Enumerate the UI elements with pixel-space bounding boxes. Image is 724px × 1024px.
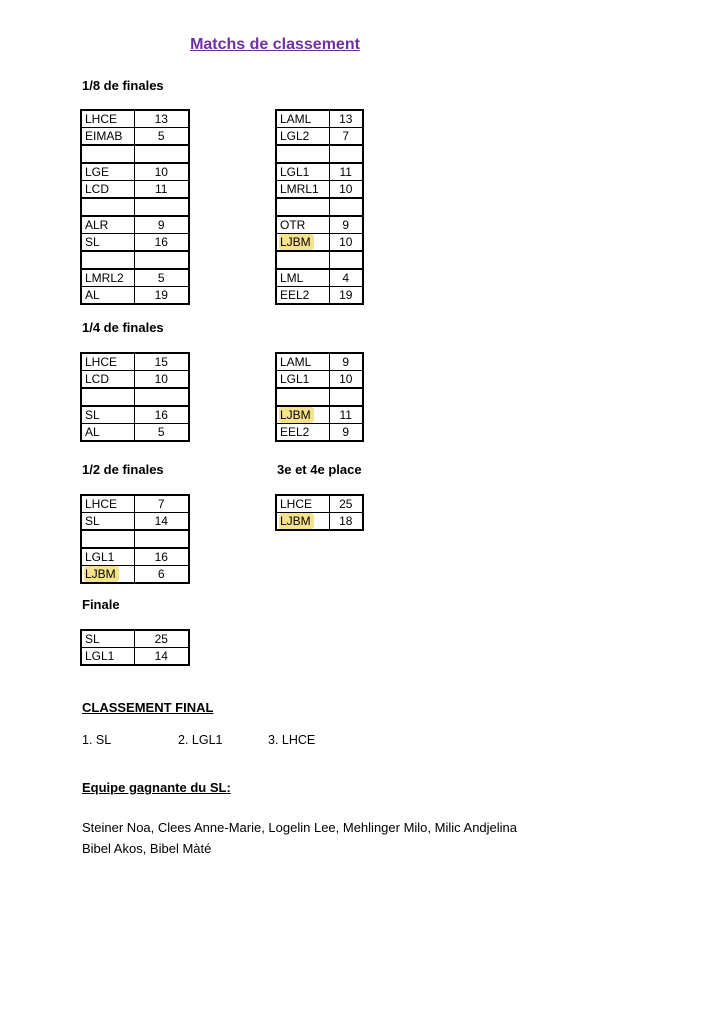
- score-cell: [134, 145, 189, 163]
- score-cell: 9: [134, 216, 189, 234]
- team-cell: LAML: [276, 110, 329, 128]
- team-cell: LHCE: [81, 495, 134, 513]
- team-cell: SL: [81, 234, 134, 252]
- heading-eighth-finals: 1/8 de finales: [82, 78, 164, 93]
- score-cell: 18: [329, 513, 363, 531]
- team-cell: [81, 251, 134, 269]
- score-cell: 25: [329, 495, 363, 513]
- team-cell: [276, 513, 329, 531]
- winning-team-players: [82, 817, 517, 859]
- score-cell: [329, 198, 363, 216]
- team-cell: LGL1: [81, 648, 134, 666]
- highlighted-team: LJBM: [84, 566, 119, 582]
- team-cell: SL: [81, 630, 134, 648]
- team-cell: LMRL1: [276, 181, 329, 199]
- match-row: [276, 110, 363, 128]
- highlighted-team: LJBM: [279, 234, 314, 250]
- separator-row: [276, 198, 363, 216]
- match-row: [276, 371, 363, 389]
- score-cell: 5: [134, 269, 189, 287]
- team-cell: LCD: [81, 371, 134, 389]
- table-quarter-finals-right: [275, 352, 364, 442]
- separator-row: [276, 251, 363, 269]
- separator-row: [276, 388, 363, 406]
- table-eighth-finals-left: [80, 109, 190, 305]
- team-cell: [81, 145, 134, 163]
- separator-row: [81, 530, 189, 548]
- match-row: [81, 234, 189, 252]
- team-cell: AL: [81, 424, 134, 442]
- score-cell: [329, 388, 363, 406]
- team-cell: [276, 198, 329, 216]
- match-row: [81, 548, 189, 566]
- match-row: [81, 495, 189, 513]
- match-row: [276, 128, 363, 146]
- score-cell: 16: [134, 548, 189, 566]
- match-row: [276, 181, 363, 199]
- score-cell: 19: [134, 287, 189, 305]
- match-row: [81, 371, 189, 389]
- heading-quarter-finals: 1/4 de finales: [82, 320, 164, 335]
- match-row: [81, 648, 189, 666]
- score-cell: 11: [329, 406, 363, 424]
- heading-semi-finals: 1/2 de finales: [82, 462, 164, 477]
- players-line-1: Steiner Noa, Clees Anne-Marie, Logelin Lee, Mehlinger Milo, Milic Andjelina: [82, 820, 518, 835]
- score-cell: 7: [329, 128, 363, 146]
- table-semi-finals: [80, 494, 190, 584]
- team-cell: LGE: [81, 163, 134, 181]
- match-row: [276, 234, 363, 252]
- heading-third-place: 3e et 4e place: [277, 462, 362, 477]
- score-cell: 9: [329, 353, 363, 371]
- players-line-2: Bibel Akos, Bibel Màté: [82, 841, 212, 856]
- score-cell: [329, 145, 363, 163]
- team-cell: LHCE: [276, 495, 329, 513]
- table-eighth-finals-right: [275, 109, 364, 305]
- score-cell: 14: [134, 513, 189, 531]
- page-title: Matchs de classement: [190, 36, 360, 53]
- score-cell: 14: [134, 648, 189, 666]
- highlighted-team: LJBM: [279, 407, 314, 423]
- match-row: [276, 424, 363, 442]
- match-row: [81, 406, 189, 424]
- score-cell: 10: [329, 371, 363, 389]
- match-row: [81, 163, 189, 181]
- score-cell: 6: [134, 566, 189, 584]
- score-cell: 9: [329, 424, 363, 442]
- separator-row: [81, 388, 189, 406]
- team-cell: [276, 406, 329, 424]
- match-row: [81, 216, 189, 234]
- match-row: [276, 216, 363, 234]
- team-cell: [81, 388, 134, 406]
- score-cell: [134, 530, 189, 548]
- score-cell: [329, 251, 363, 269]
- match-row: [276, 163, 363, 181]
- score-cell: 10: [329, 181, 363, 199]
- team-cell: [276, 234, 329, 252]
- match-row: [276, 513, 363, 531]
- score-cell: 13: [134, 110, 189, 128]
- separator-row: [81, 145, 189, 163]
- team-cell: LHCE: [81, 110, 134, 128]
- match-row: [81, 181, 189, 199]
- team-cell: SL: [81, 406, 134, 424]
- heading-final-ranking: CLASSEMENT FINAL: [82, 700, 214, 715]
- score-cell: [134, 198, 189, 216]
- rank-3: 3. LHCE: [268, 733, 316, 747]
- match-row: [81, 566, 189, 584]
- rank-1: 1. SL: [82, 733, 112, 747]
- team-cell: LGL2: [276, 128, 329, 146]
- match-row: [276, 269, 363, 287]
- match-row: [276, 495, 363, 513]
- team-cell: LML: [276, 269, 329, 287]
- score-cell: 9: [329, 216, 363, 234]
- match-row: [81, 353, 189, 371]
- match-row: [276, 287, 363, 305]
- score-cell: 10: [134, 163, 189, 181]
- score-cell: 16: [134, 406, 189, 424]
- team-cell: LGL1: [276, 163, 329, 181]
- score-cell: 10: [329, 234, 363, 252]
- match-row: [81, 513, 189, 531]
- match-row: [81, 287, 189, 305]
- score-cell: 25: [134, 630, 189, 648]
- score-cell: 11: [134, 181, 189, 199]
- score-cell: [134, 251, 189, 269]
- team-cell: EEL2: [276, 287, 329, 305]
- team-cell: LAML: [276, 353, 329, 371]
- team-cell: [81, 566, 134, 584]
- score-cell: 4: [329, 269, 363, 287]
- team-cell: LCD: [81, 181, 134, 199]
- score-cell: 5: [134, 128, 189, 146]
- rank-2: 2. LGL1: [178, 733, 223, 747]
- team-cell: [81, 530, 134, 548]
- score-cell: 5: [134, 424, 189, 442]
- team-cell: SL: [81, 513, 134, 531]
- separator-row: [81, 251, 189, 269]
- team-cell: LGL1: [81, 548, 134, 566]
- team-cell: [81, 198, 134, 216]
- team-cell: EIMAB: [81, 128, 134, 146]
- team-cell: [276, 251, 329, 269]
- match-row: [81, 424, 189, 442]
- table-final: [80, 629, 190, 666]
- score-cell: [134, 388, 189, 406]
- team-cell: LMRL2: [81, 269, 134, 287]
- match-row: [276, 353, 363, 371]
- score-cell: 15: [134, 353, 189, 371]
- team-cell: OTR: [276, 216, 329, 234]
- separator-row: [81, 198, 189, 216]
- team-cell: ALR: [81, 216, 134, 234]
- separator-row: [276, 145, 363, 163]
- score-cell: 10: [134, 371, 189, 389]
- match-row: [81, 128, 189, 146]
- heading-winning-team: Equipe gagnante du SL:: [82, 780, 231, 795]
- score-cell: 16: [134, 234, 189, 252]
- match-row: [81, 630, 189, 648]
- score-cell: 19: [329, 287, 363, 305]
- heading-final: Finale: [82, 597, 120, 612]
- score-cell: 13: [329, 110, 363, 128]
- table-quarter-finals-left: [80, 352, 190, 442]
- match-row: [81, 110, 189, 128]
- team-cell: EEL2: [276, 424, 329, 442]
- team-cell: AL: [81, 287, 134, 305]
- highlighted-team: LJBM: [279, 513, 314, 529]
- table-third-place: [275, 494, 364, 531]
- match-row: [276, 406, 363, 424]
- score-cell: 7: [134, 495, 189, 513]
- team-cell: LGL1: [276, 371, 329, 389]
- team-cell: [276, 145, 329, 163]
- team-cell: LHCE: [81, 353, 134, 371]
- match-row: [81, 269, 189, 287]
- team-cell: [276, 388, 329, 406]
- score-cell: 11: [329, 163, 363, 181]
